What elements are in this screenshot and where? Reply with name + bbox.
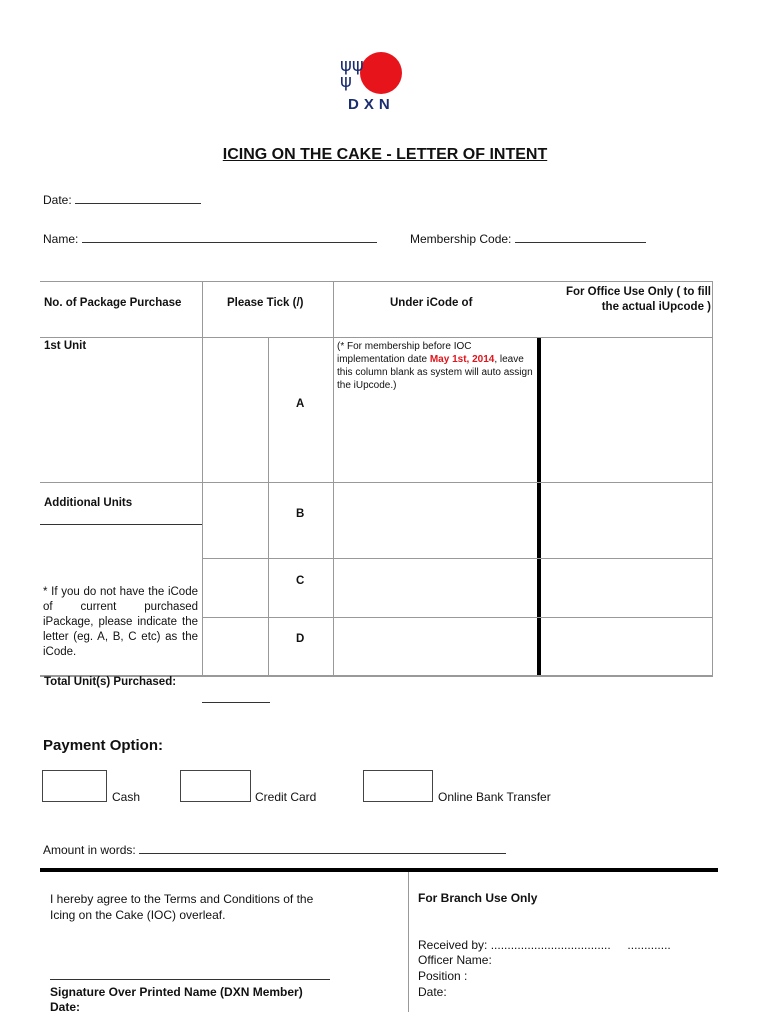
date-field[interactable] — [43, 192, 201, 207]
vertical-divider — [408, 872, 409, 1012]
agreement-text: I hereby agree to the Terms and Conditions of the Icing on the Cake (IOC) overleaf. — [50, 892, 314, 922]
membership-code-field[interactable] — [410, 231, 646, 246]
header-tick: Please Tick (/) — [227, 297, 304, 309]
sun-logo-mark — [360, 52, 402, 94]
letter-instruction: * If you do not have the iCode of current purchased iPackage, please indicate the letter (eg. A, B, C etc) as the iCode. — [43, 586, 198, 658]
section-divider — [40, 868, 718, 872]
name-blank[interactable] — [82, 231, 377, 243]
letter-a: A — [296, 398, 305, 410]
position: Position : — [418, 969, 468, 983]
dxn-logo — [330, 50, 420, 118]
signature-line[interactable] — [50, 979, 330, 980]
payment-heading: Payment Option: — [43, 737, 164, 754]
officer-name: Officer Name: — [418, 953, 492, 967]
branch-date: Date: — [418, 985, 447, 999]
bank-transfer-checkbox[interactable] — [363, 770, 433, 802]
letter-b: B — [296, 508, 305, 520]
date-label: Date: — [43, 193, 72, 207]
amount-in-words-field[interactable] — [43, 842, 506, 857]
header-icode: Under iCode of — [390, 297, 473, 309]
signature-date-label: Date: — [50, 1000, 81, 1014]
received-by: Received by: .................................... ............. — [418, 938, 671, 952]
amount-blank[interactable] — [139, 842, 506, 854]
name-label: Name: — [43, 232, 79, 246]
name-field[interactable] — [43, 231, 377, 246]
header-package: No. of Package Purchase — [44, 297, 182, 309]
cash-checkbox[interactable] — [42, 770, 107, 802]
credit-card-checkbox[interactable] — [180, 770, 251, 802]
letter-c: C — [296, 575, 305, 587]
additional-units-label: Additional Units — [44, 497, 133, 509]
amount-label: Amount in words: — [43, 843, 136, 857]
letter-d: D — [296, 633, 305, 645]
note-date: May 1st, 2014 — [429, 354, 495, 365]
membership-code-label: Membership Code: — [410, 232, 512, 246]
note-part2: , leave this column blank as system will auto assign the iUpcode.) — [337, 354, 533, 391]
header-office-use: For Office Use Only ( to fill the actual iUpcode ) — [565, 286, 711, 313]
membership-code-blank[interactable] — [515, 231, 646, 243]
page-title: ICING ON THE CAKE - LETTER OF INTENT — [222, 146, 548, 163]
total-units-label: Total Unit(s) Purchased: — [44, 676, 177, 688]
membership-note — [337, 340, 535, 392]
signature-label: Signature Over Printed Name (DXN Member) — [50, 985, 303, 999]
first-unit-label: 1st Unit — [44, 340, 87, 352]
note-part1: (* For membership before IOC implementation date — [337, 341, 472, 365]
date-blank[interactable] — [75, 192, 201, 204]
bank-transfer-label: Online Bank Transfer — [438, 790, 551, 804]
logo-brand-text: DXN — [348, 96, 395, 113]
cash-label: Cash — [112, 790, 141, 804]
branch-heading: For Branch Use Only — [418, 891, 538, 905]
total-units-blank[interactable] — [202, 702, 270, 703]
trident-logo-mark: ψψ ψ — [340, 55, 364, 92]
credit-card-label: Credit Card — [255, 790, 317, 804]
